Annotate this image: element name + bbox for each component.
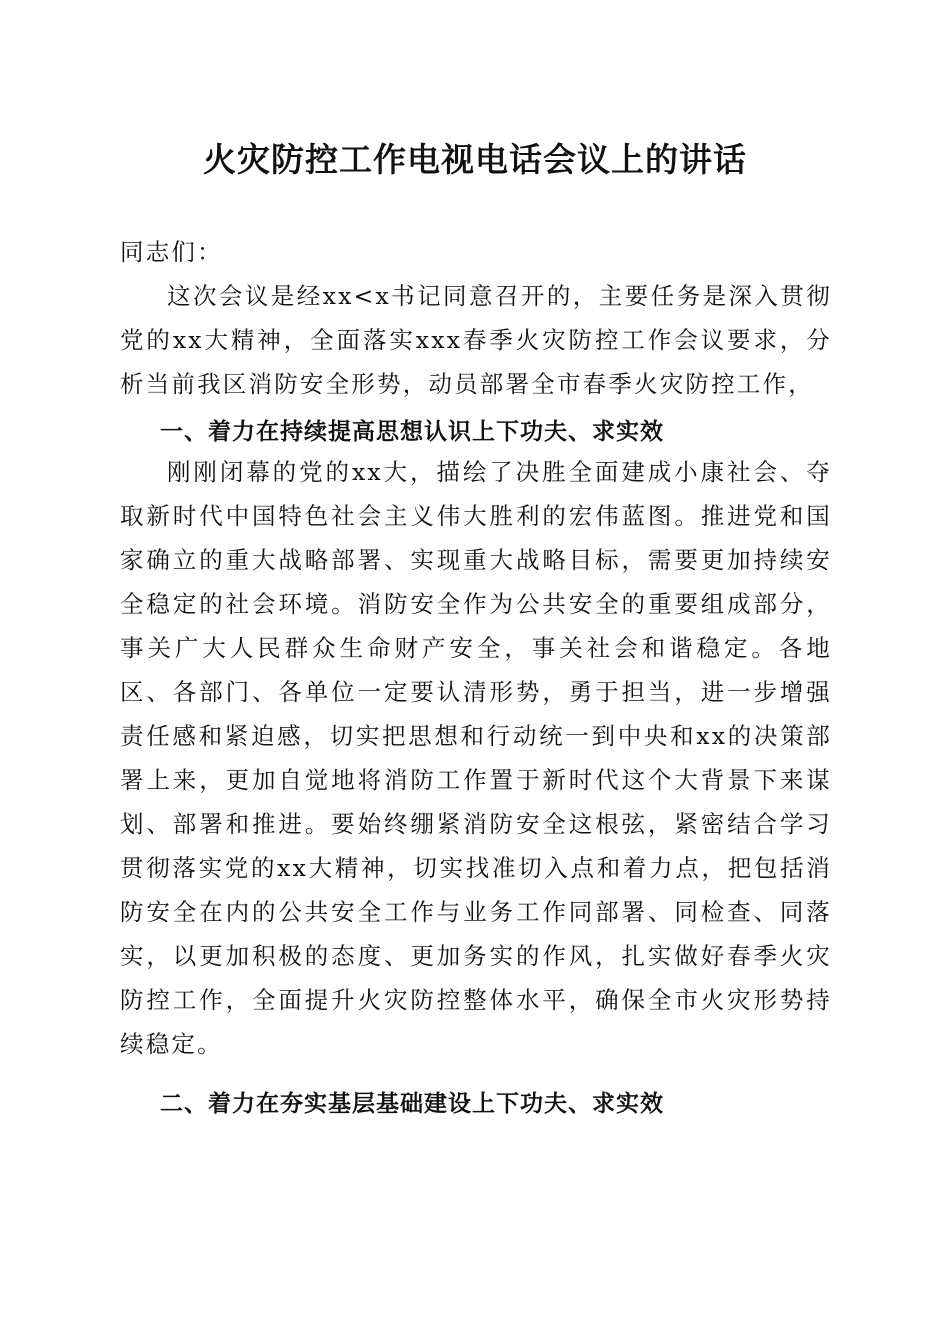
section-heading-2: 二、着力在夯实基层基础建设上下功夫、求实效	[160, 1091, 664, 1117]
document-title: 火灾防控工作电视电话会议上的讲话	[203, 140, 747, 179]
paragraph-section-1: 刚刚闭幕的党的xx大，描绘了决胜全面建成小康社会、夺取新时代中国特色社会主义伟大胜利的宏伟蓝图。推进党和国家确立的重大战略部署、实现重大战略目标，需要更加持续安全稳定的社会环境。消防安全作为公共安全的重要组成部分，事关广大人民群众生命财产安全，事关社会和谐稳定。各地区、各部门、各单位一定要认清形势，勇于担当，进一步增强责任感和紧迫感，切实把思想和行动统一到中央和xx的决策部署上来，更加自觉地将消防工作置于新时代这个大背景下来谋划、部署和推进。要始终绷紧消防安全这根弦，紧密结合学习贯彻落实党的xx大精神，切实找准切入点和着力点，把包括消防安全在内的公共安全工作与业务工作同部署、同检查、同落实，以更加积极的态度、更加务实的作风，扎实做好春季火灾防控工作，全面提升火灾防控整体水平，确保全市火灾形势持续稳定。	[120, 458, 832, 1058]
section-heading-1: 一、着力在持续提高思想认识上下功夫、求实效	[160, 419, 664, 445]
paragraph-intro: 这次会议是经xx<x书记同意召开的，主要任务是深入贯彻党的xx大精神，全面落实xxx春季火灾防控工作会议要求，分析当前我区消防安全形势，动员部署全市春季火灾防控工作，	[120, 282, 832, 398]
salutation: 同志们：	[120, 238, 223, 266]
